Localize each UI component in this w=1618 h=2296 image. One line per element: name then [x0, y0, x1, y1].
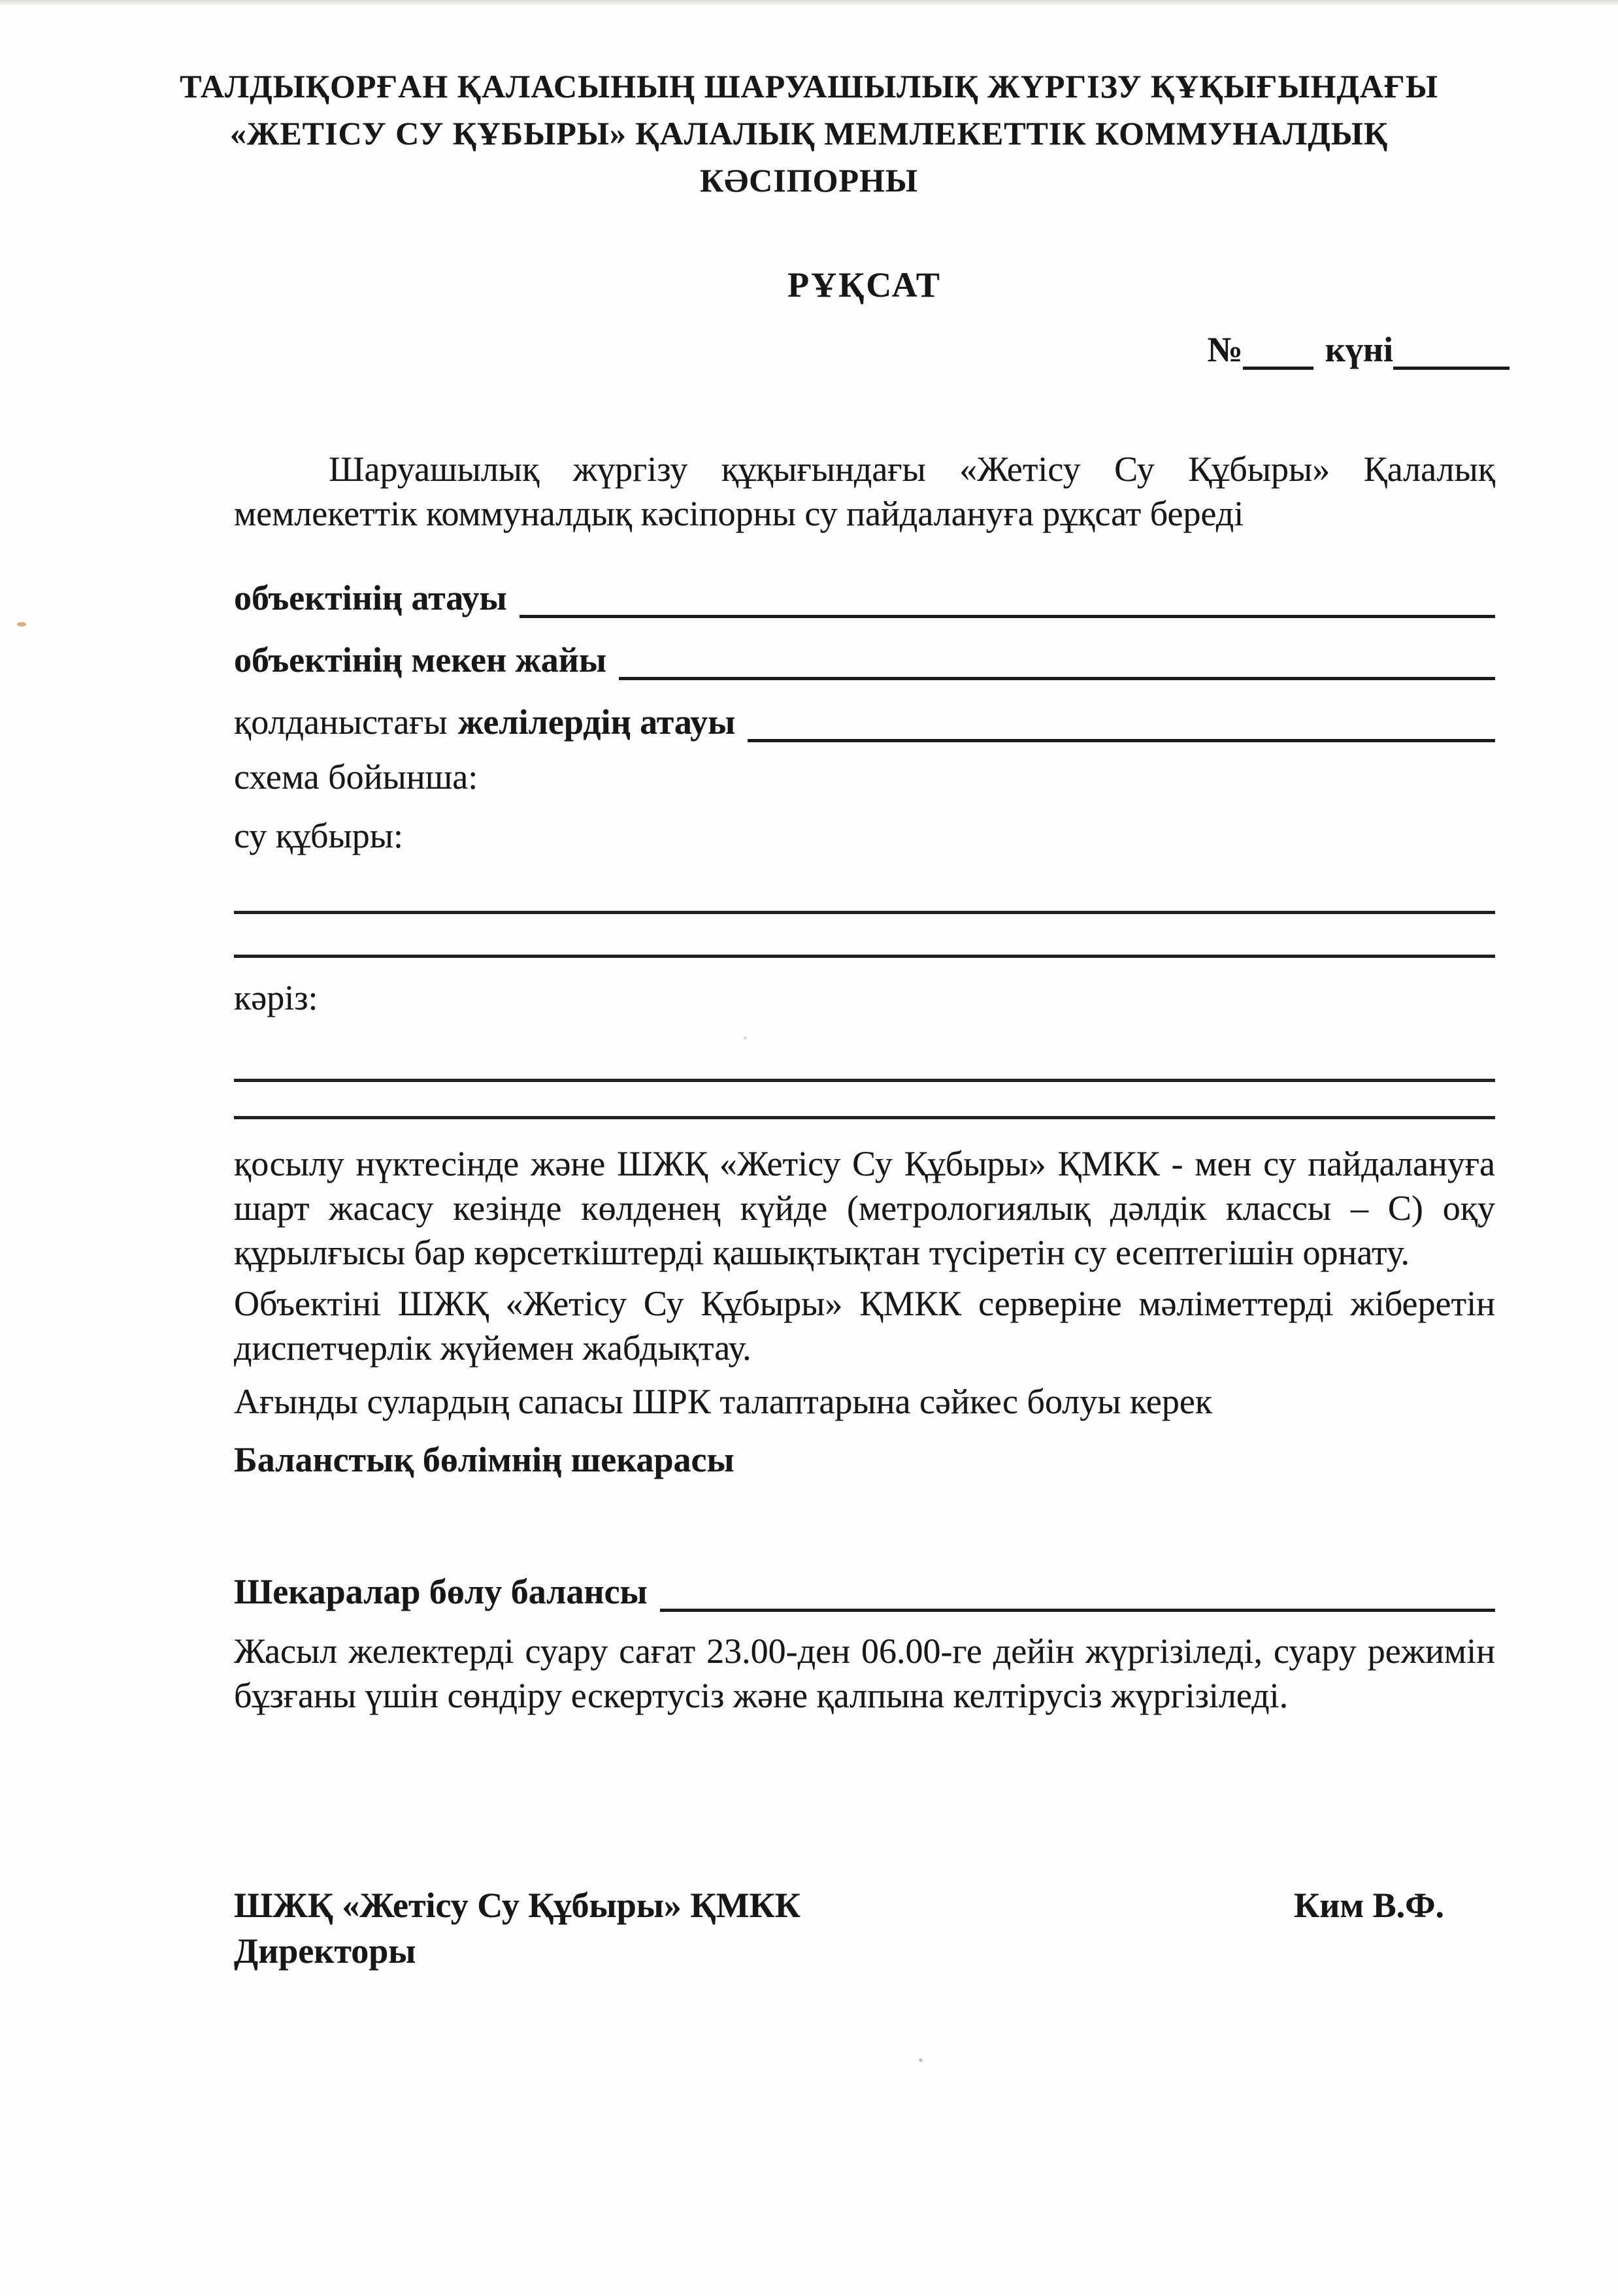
- number-blank-line: [1243, 329, 1313, 370]
- balance-division-label: Шекаралар бөлу балансы: [234, 1572, 648, 1611]
- scan-edge-artifact: [0, 0, 1618, 7]
- date-label: күні: [1325, 330, 1393, 369]
- object-address-label: объектінің мекен жайы: [234, 640, 607, 680]
- existing-networks-prefix: қолданыстағы: [234, 702, 448, 742]
- balance-boundary-heading: Баланстық бөлімнің шекарасы: [234, 1440, 735, 1479]
- signatory-name: Ким В.Ф.: [1294, 1886, 1444, 1925]
- existing-networks-blank-line: [748, 701, 1495, 742]
- object-name-row: [234, 572, 1495, 618]
- sewer-blank-line-1: [234, 1079, 1495, 1082]
- date-blank-line: [1393, 329, 1510, 370]
- scan-speck: [744, 1036, 747, 1040]
- scheme-label-row: [234, 757, 1495, 802]
- water-pipe-label: су құбыры:: [234, 816, 404, 855]
- signature-block: [234, 1882, 1495, 1974]
- number-label: №: [1207, 330, 1243, 369]
- existing-networks-label: желілердің атауы: [457, 702, 736, 742]
- water-pipe-blank-line-1: [234, 911, 1495, 914]
- object-address-row: [234, 634, 1495, 680]
- signature-organization: ШЖҚ «Жетісу Су Құбыры» ҚМКК: [234, 1886, 801, 1925]
- watering-paragraph: Жасыл желектерді суару сағат 23.00-ден 06.00-ге дейін жүргізіледі, суару режимін бұзғаны үшін сөндіру ескертусіз және қалпына келтірусіз жүргізіледі.: [234, 1632, 1495, 1715]
- water-pipe-label-row: [234, 815, 1495, 861]
- connection-paragraph: қосылу нүктесінде және ШЖҚ «Жетісу Су Құбыры» ҚМКК - мен су пайдалануға шарт жасасу кезінде көлденең күйде (метрологиялық дәлдік классы – С) оқу құрылғысы бар көрсеткіштерді қашықтықтан түсіретін су есептегішін орнату.: [234, 1144, 1495, 1272]
- object-address-blank-line: [619, 639, 1495, 680]
- dispatch-paragraph: Объектіні ШЖҚ «Жетісу Су Құбыры» ҚМКК серверіне мәліметтерді жіберетін диспетчерлік жүйемен жабдықтау.: [234, 1284, 1495, 1368]
- signature-role: Директоры: [234, 1931, 416, 1971]
- sewer-blank-line-2: [234, 1116, 1495, 1119]
- scheme-label: схема бойынша:: [234, 757, 478, 796]
- object-name-label: объектінің атауы: [234, 578, 507, 617]
- scan-speck: [919, 2058, 923, 2062]
- balance-division-row: [234, 1566, 1495, 1612]
- letterhead-line-1: ТАЛДЫҚОРҒАН ҚАЛАСЫНЫҢ ШАРУАШЫЛЫҚ ЖҮРГІЗУ ҚҰҚЫҒЫНДАҒЫ: [180, 68, 1438, 105]
- letterhead-line-2: «ЖЕТІСУ СУ ҚҰБЫРЫ» ҚАЛАЛЫҚ МЕМЛЕКЕТТІК КОММУНАЛДЫҚ: [229, 115, 1389, 152]
- scan-speck: [17, 622, 26, 627]
- existing-networks-row: [234, 697, 1495, 742]
- wastewater-paragraph: Ағынды сулардың сапасы ШРК талаптарына сәйкес болуы керек: [234, 1382, 1213, 1421]
- sewer-label-row: [234, 977, 1495, 1023]
- permit-title: РҰҚСАТ: [787, 265, 942, 304]
- sewer-label: кәріз:: [234, 978, 318, 1017]
- object-name-blank-line: [520, 577, 1495, 618]
- letterhead-line-3: КӘСІПОРНЫ: [699, 162, 919, 199]
- signature-left-column: [234, 1882, 801, 1974]
- permit-number-line: [234, 324, 1510, 370]
- letterhead: [0, 63, 1618, 204]
- water-pipe-blank-line-2: [234, 955, 1495, 958]
- intro-paragraph: Шаруашылық жүргізу құқығындағы «Жетісу Су Құбыры» Қалалық мемлекеттік коммуналдық кәсіпорны су пайдалануға рұқсат береді: [234, 450, 1495, 533]
- balance-division-blank-line: [660, 1571, 1495, 1612]
